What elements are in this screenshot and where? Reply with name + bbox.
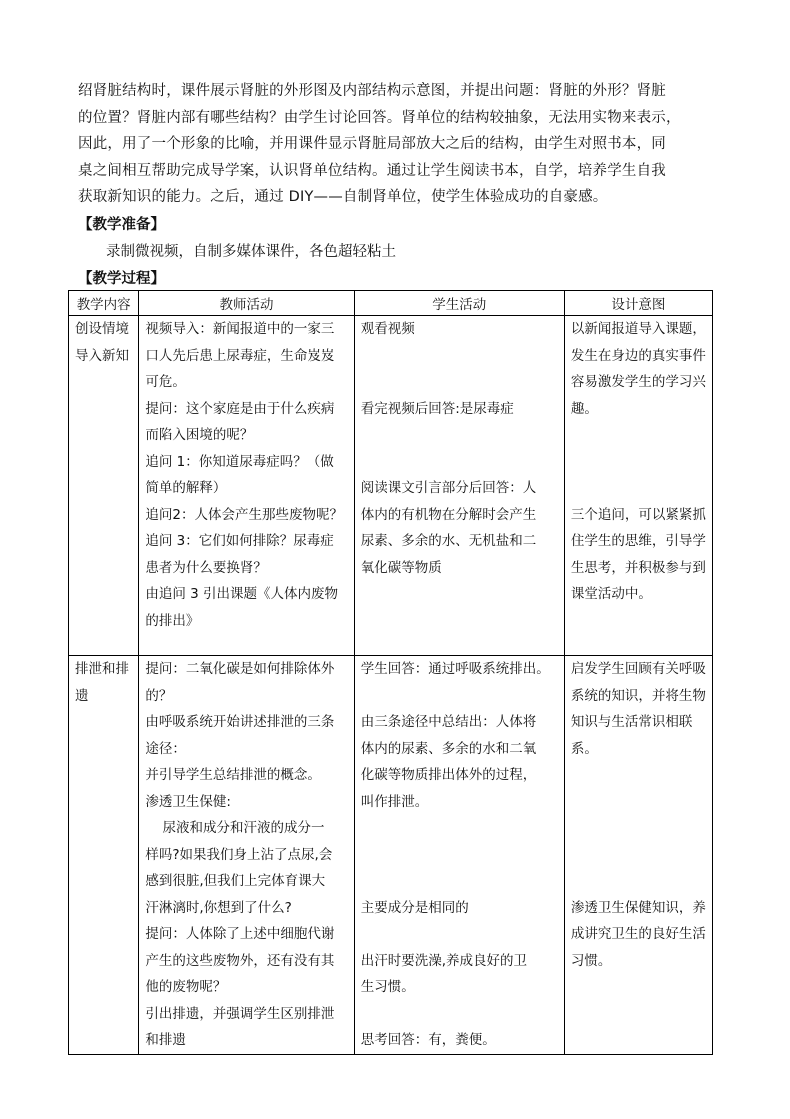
teacher-line: 他的废物呢？ — [145, 979, 227, 995]
teacher-line: 引出排遗，并强调学生区别排泄 — [145, 1005, 335, 1022]
design-line — [571, 762, 706, 789]
teacher-line: 汗淋漓时,你想到了什么? — [145, 899, 292, 916]
design-line: 三个追问，可以紧紧抓 — [570, 506, 706, 523]
student-line: 思考回答：有，粪便。 — [360, 1032, 496, 1048]
student-line — [361, 815, 558, 842]
content-line: 导入新知 — [75, 347, 129, 364]
teacher-activity-cell — [139, 316, 354, 656]
design-line: 启发学生回顾有关呼吸 — [570, 661, 706, 677]
process-heading: 【教学过程】 — [78, 271, 165, 287]
design-line — [571, 789, 706, 816]
design-line — [571, 815, 706, 842]
design-line: 渗透卫生保健知识，养 — [570, 899, 706, 916]
student-line: 尿素、多余的水、无机盐和二 — [360, 533, 537, 549]
student-line — [361, 842, 558, 869]
design-intent-cell — [564, 316, 712, 656]
student-line: 体内的有机物在分解时会产生 — [360, 506, 537, 523]
student-line: 生习惯。 — [360, 979, 415, 995]
student-line: 主要成分是相同的 — [360, 899, 469, 916]
teacher-line: 并引导学生总结排泄的概念。 — [145, 767, 321, 783]
design-line: 趣。 — [570, 400, 598, 417]
teacher-line: 患者为什么要换肾？ — [145, 559, 267, 576]
teacher-line: 的？ — [145, 687, 173, 704]
intro-paragraph — [78, 78, 718, 211]
student-line: 氧化碳等物质 — [360, 559, 442, 576]
teacher-line: 追问 1：你知道尿毒症吗？（做 — [145, 453, 334, 470]
header-design-intent: 设计意图 — [564, 291, 712, 316]
student-line: 学生回答：通过呼吸系统排出。 — [360, 661, 550, 677]
teacher-line: 样吗?如果我们身上沾了点尿,会 — [145, 846, 333, 863]
teacher-line: 的排出》 — [145, 612, 200, 629]
design-line: 住学生的思维，引导学 — [570, 533, 706, 549]
teacher-line: 产生的这些废物外，还有没有其 — [145, 952, 335, 969]
header-student-activity: 学生活动 — [354, 291, 564, 316]
student-line — [361, 921, 558, 948]
teacher-line: 追问 3：它们如何排除？尿毒症 — [145, 533, 334, 549]
teacher-line: 由追问 3 引出课题《人体内废物 — [145, 586, 339, 602]
teacher-line: 口人先后患上尿毒症，生命岌岌 — [145, 347, 335, 364]
content-line: 遗 — [75, 687, 89, 704]
student-line: 阅读课文引言部分后回答：人 — [360, 480, 537, 496]
teacher-line: 提问：人体除了上述中细胞代谢 — [145, 926, 335, 942]
teacher-line: 可危。 — [145, 374, 186, 390]
student-activity-cell — [354, 316, 564, 656]
table-header-row — [69, 291, 713, 316]
content-cell — [69, 656, 139, 1055]
design-line — [571, 868, 706, 895]
design-line: 容易激发学生的学习兴 — [570, 374, 706, 390]
teacher-line: 途径： — [145, 740, 186, 757]
intro-line: 因此，用了一个形象的比喻，并用课件显示肾脏局部放大之后的结构，由学生对照书本，同 — [78, 136, 666, 152]
prep-heading: 【教学准备】 — [78, 217, 165, 233]
student-line — [361, 422, 558, 449]
teacher-line: 追问2：人体会产生那些废物呢？ — [145, 506, 343, 523]
design-intent-cell — [564, 656, 712, 1055]
table-row — [69, 316, 713, 656]
design-line — [571, 449, 706, 476]
student-line — [361, 343, 558, 370]
prep-text: 录制微视频，自制多媒体课件，各色超轻粘土 — [106, 244, 396, 260]
student-line: 叫作排泄。 — [360, 793, 429, 810]
table-row — [69, 656, 713, 1055]
teacher-line: 视频导入：新闻报道中的一家三 — [145, 321, 335, 337]
design-line: 知识与生活常识相联系。 — [570, 714, 693, 757]
student-line: 体内的尿素、多余的水和二氧 — [360, 740, 537, 757]
header-teacher-activity: 教师活动 — [139, 291, 354, 316]
teacher-line: 提问：这个家庭是由于什么疾病 — [145, 400, 335, 417]
design-line: 发生在身边的真实事件 — [570, 347, 706, 364]
teacher-line: 而陷入困境的呢？ — [145, 427, 254, 443]
student-line — [361, 683, 558, 710]
student-line — [361, 449, 558, 476]
teacher-line: 由呼吸系统开始讲述排泄的三条 — [145, 714, 335, 730]
teacher-activity-cell — [139, 656, 354, 1055]
teacher-line: 简单的解释） — [145, 480, 227, 496]
student-line: 看完视频后回答:是尿毒症 — [360, 400, 514, 417]
intro-line: 桌之间相互帮助完成导学案，认识肾单位结构。通过让学生阅读书本，自学，培养学生自我 — [78, 162, 666, 179]
header-content: 教学内容 — [69, 291, 139, 316]
student-line: 由三条途径中总结出：人体将 — [360, 714, 537, 730]
design-line: 习惯。 — [570, 952, 612, 969]
intro-line: 的位置？肾脏内部有哪些结构？由学生讨论回答。肾单位的结构较抽象，无法用实物来表示， — [78, 109, 681, 126]
student-line: 观看视频 — [360, 321, 415, 337]
design-line — [571, 842, 706, 869]
teacher-line: 尿液和成分和汗液的成分一 — [145, 820, 325, 836]
teacher-line: 渗透卫生保健: — [145, 793, 231, 810]
design-line: 生思考，并积极参与到 — [570, 559, 706, 576]
content-line: 排泄和排 — [75, 661, 129, 677]
lesson-process-table — [68, 290, 713, 1055]
design-line: 系统的知识，并将生物 — [570, 687, 706, 704]
student-line — [361, 369, 558, 396]
intro-line: 获取新知识的能力。之后，通过 DIY——自制肾单位，使学生体验成功的自豪感。 — [78, 189, 608, 205]
teacher-line: 和排遗 — [145, 1032, 186, 1048]
design-line — [571, 475, 706, 502]
student-line: 出汗时要洗澡,养成良好的卫 — [360, 952, 528, 969]
teacher-line: 提问：二氧化碳是如何排除体外 — [145, 661, 335, 677]
design-line: 成讲究卫生的良好生活 — [570, 926, 706, 942]
content-cell — [69, 316, 139, 656]
student-line: 化碳等物质排出体外的过程， — [360, 767, 537, 783]
teacher-line: 感到很脏,但我们上完体育课大 — [145, 873, 326, 889]
design-line — [571, 422, 706, 449]
student-activity-cell — [354, 656, 564, 1055]
content-line: 创设情境 — [75, 321, 129, 337]
design-line: 课堂活动中。 — [570, 586, 652, 602]
intro-line: 绍肾脏结构时，课件展示肾脏的外形图及内部结构示意图，并提出问题：肾脏的外形？肾脏 — [78, 83, 666, 99]
design-line: 以新闻报道导入课题， — [570, 321, 706, 337]
student-line — [361, 868, 558, 895]
student-line — [361, 1001, 558, 1028]
